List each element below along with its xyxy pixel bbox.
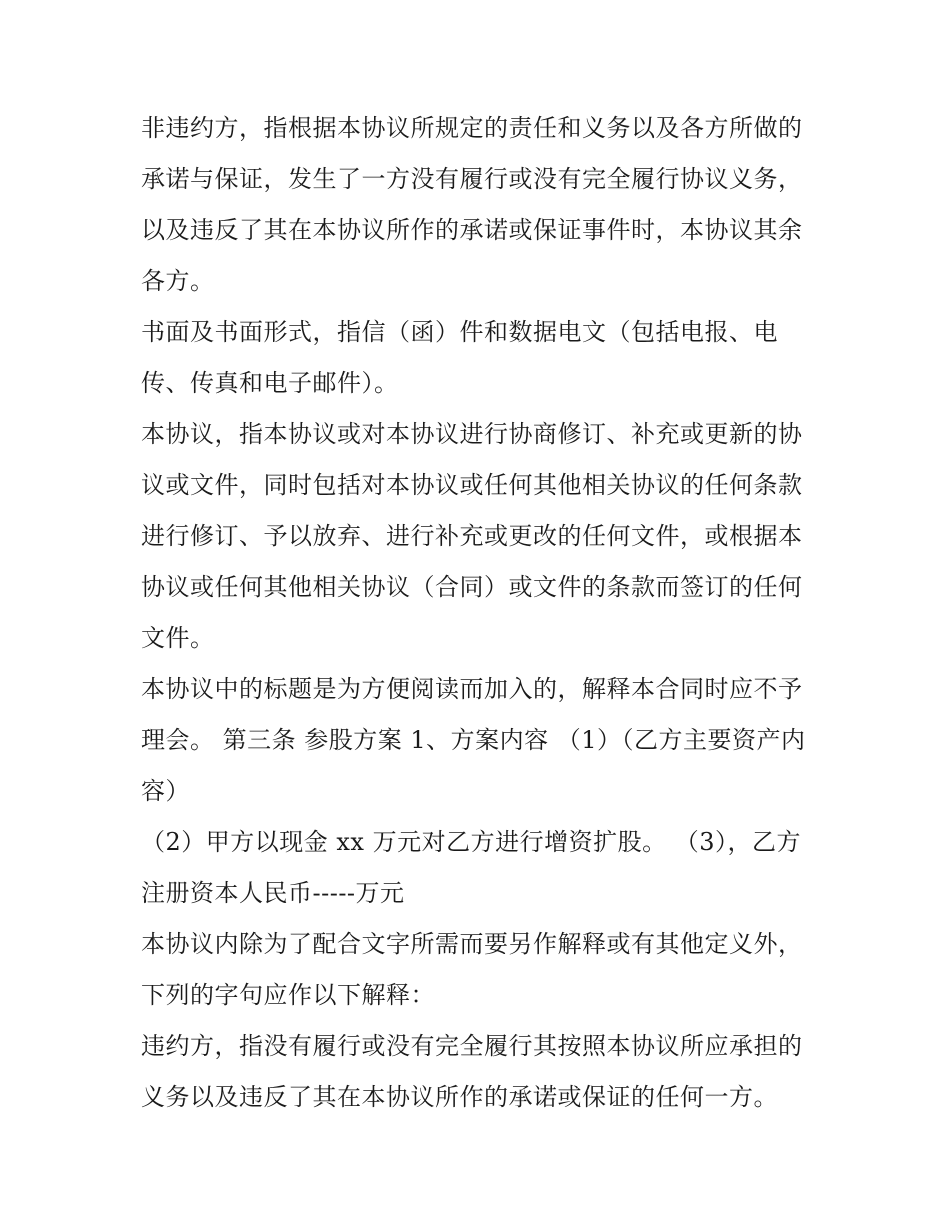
text-line: 注册资本人民币-----万元 <box>141 879 405 907</box>
text-line: 违约方，指没有履行或没有完全履行其按照本协议所应承担的 <box>141 1032 803 1060</box>
text-line: 本协议内除为了配合文字所需而要另作解释或有其他定义外， <box>141 930 803 958</box>
text-line: 容） <box>141 777 190 805</box>
text-line: 各方。 <box>141 267 215 295</box>
text-line: 本协议中的标题是为方便阅读而加入的，解释本合同时应不予 <box>141 675 803 703</box>
text-line: 进行修订、予以放弃、进行补充或更改的任何文件，或根据本 <box>141 522 803 550</box>
text-line: 议或文件，同时包括对本协议或任何其他相关协议的任何条款 <box>141 471 803 499</box>
text-line: 传、传真和电子邮件）。 <box>141 369 399 397</box>
text-line: 理会。 第三条 参股方案 1、方案内容 （1）（乙方主要资产内 <box>141 726 806 754</box>
text-line: 本协议，指本协议或对本协议进行协商修订、补充或更新的协 <box>141 420 803 448</box>
document-body <box>141 103 821 1123</box>
text-line: 义务以及违反了其在本协议所作的承诺或保证的任何一方。 <box>141 1083 778 1111</box>
text-line: 非违约方，指根据本协议所规定的责任和义务以及各方所做的 <box>141 114 803 142</box>
text-line: 以及违反了其在本协议所作的承诺或保证事件时，本协议其余 <box>141 216 803 244</box>
text-line: （2）甲方以现金 xx 万元对乙方进行增资扩股。 （3），乙方 <box>141 828 801 856</box>
text-line: 承诺与保证，发生了一方没有履行或没有完全履行协议义务， <box>141 165 803 193</box>
text-line: 文件。 <box>141 624 215 652</box>
text-line: 协议或任何其他相关协议（合同）或文件的条款而签订的任何 <box>141 573 803 601</box>
text-line: 书面及书面形式，指信（函）件和数据电文（包括电报、电 <box>141 318 778 346</box>
text-line: 下列的字句应作以下解释： <box>141 981 435 1009</box>
